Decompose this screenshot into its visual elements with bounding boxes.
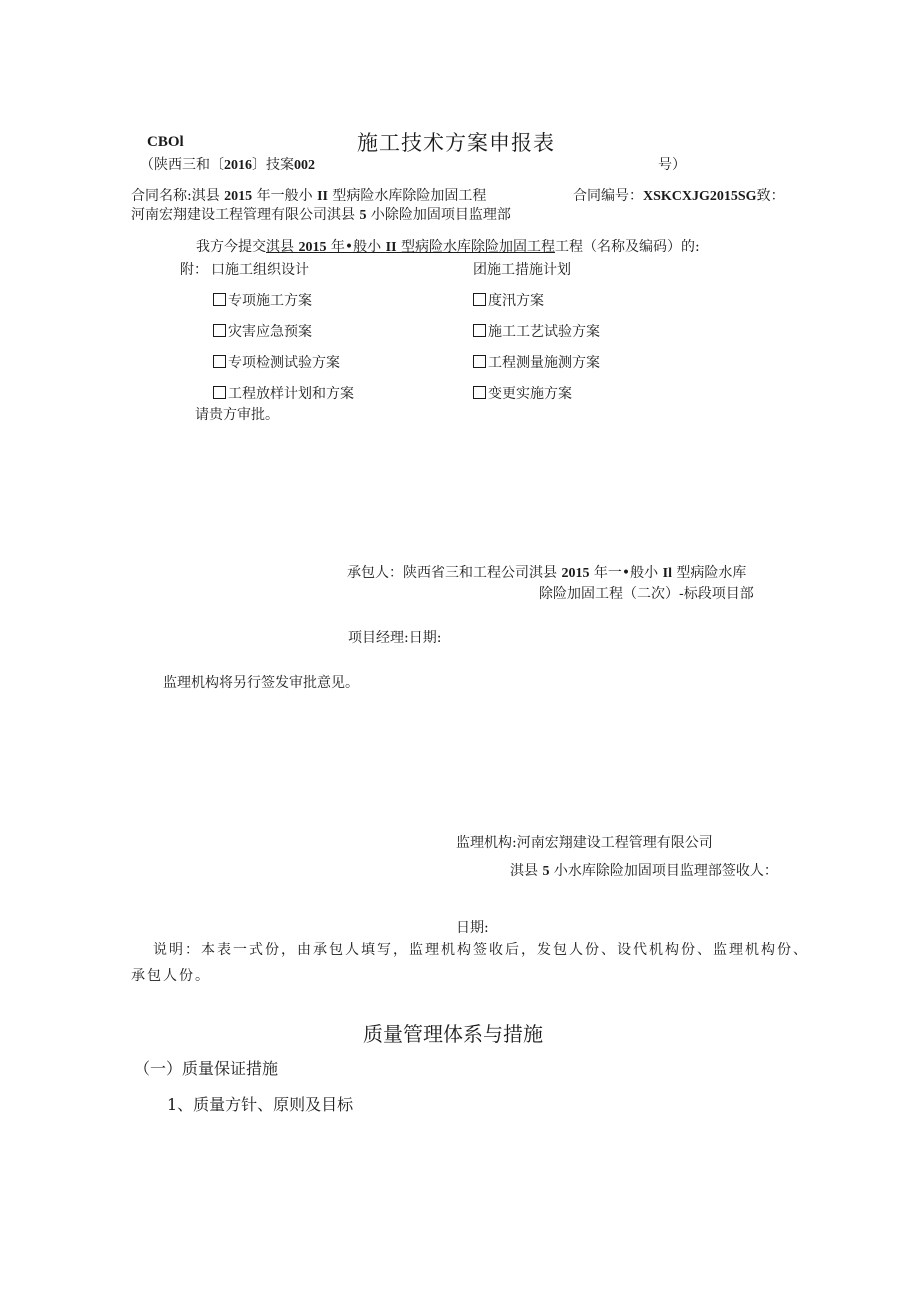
- doc-number-suffix: 号）: [658, 157, 686, 173]
- note-line-1: 说明：本表一式份，由承包人填写，监理机构签收后，发包人份、设代机构份、监理机构份、: [153, 942, 809, 958]
- contractor-pre: 陕西省三和工程公司淇县: [403, 565, 562, 581]
- contractor: [347, 565, 746, 583]
- supervisor-line2: [510, 863, 778, 881]
- checkbox-icon: [213, 355, 226, 368]
- to-org-num: 5: [359, 208, 367, 223]
- option-process-test[interactable]: [473, 324, 600, 341]
- doc-number-num: 002: [294, 158, 315, 173]
- submit-pre: 我方今提交: [196, 239, 266, 255]
- date-2: 日期:: [456, 920, 489, 936]
- to-org-post: 小除险加固项目监理部: [366, 207, 511, 223]
- doc-number-mid: 〕技案: [252, 157, 294, 173]
- option-special-plan[interactable]: [213, 293, 312, 310]
- submit-name-post: 型病险水库除险加固工程: [396, 239, 555, 255]
- section-title: 质量管理体系与措施: [363, 1022, 543, 1046]
- submit-post: 工程（名称及编码）的:: [554, 239, 700, 255]
- attach-label: 附：: [180, 262, 208, 278]
- option-inspection-test[interactable]: [213, 355, 340, 372]
- checkbox-icon: [213, 324, 226, 337]
- option-label: 度汛方案: [488, 293, 544, 309]
- option-label: 工程测量施测方案: [488, 355, 600, 371]
- option-survey-plan[interactable]: [473, 355, 600, 372]
- supervisor-label: 监理机构:: [456, 835, 517, 851]
- option-construction-measures[interactable]: 团施工措施计划: [473, 262, 571, 278]
- option-label: 灾害应急预案: [228, 324, 312, 340]
- to-org-pre: 河南宏翔建设工程管理有限公司淇县: [131, 207, 360, 223]
- option-layout-plan[interactable]: [213, 386, 354, 403]
- form-code: CBOl: [147, 134, 184, 150]
- contractor-type: Il: [662, 566, 672, 581]
- option-flood-plan[interactable]: [473, 293, 544, 310]
- contract-name-type: II: [317, 189, 328, 204]
- checkbox-icon: [473, 386, 486, 399]
- supervisor-line2-num: 5: [542, 864, 550, 879]
- contractor-line2: 除险加固工程（二次）-标段项目部: [539, 586, 754, 602]
- option-label: 专项检测试验方案: [228, 355, 340, 371]
- contractor-label: 承包人：: [347, 565, 403, 581]
- contract-name-year: 2015: [224, 189, 253, 204]
- checkbox-icon: [473, 293, 486, 306]
- contract-number: [573, 188, 785, 206]
- contractor-year: 2015: [561, 566, 590, 581]
- submit-type: II: [385, 240, 397, 255]
- date-label: 日期:: [408, 630, 442, 646]
- submit-project-name: [266, 239, 555, 255]
- contract-name-pre: 淇县: [191, 188, 225, 204]
- option-label: 专项施工方案: [228, 293, 312, 309]
- doc-number-prefix: （陕西三和〔: [140, 157, 224, 173]
- checkbox-icon: [213, 386, 226, 399]
- supervision-note: 监理机构将另行签发审批意见。: [163, 675, 359, 691]
- supervisor-line2-pre: 淇县: [510, 863, 543, 879]
- pm-label: 项目经理:: [348, 630, 409, 646]
- section-item: 1、质量方针、原则及目标: [167, 1095, 354, 1114]
- contract-no-label: 合同编号：: [573, 188, 643, 204]
- supervisor: [456, 835, 713, 852]
- recipient-org: [131, 207, 511, 225]
- pm-date: [348, 630, 441, 647]
- checkbox-icon: [473, 355, 486, 368]
- contract-name-label: 合同名称:: [131, 188, 192, 204]
- option-label: 变更实施方案: [488, 386, 572, 402]
- supervisor-line2-post: 小水库除险加固项目监理部签收人：: [549, 863, 778, 879]
- contract-name: [131, 188, 486, 206]
- submit-line: [196, 239, 700, 257]
- checkbox-icon: [473, 324, 486, 337]
- contractor-post: 型病险水库: [671, 565, 747, 581]
- form-title: 施工技术方案申报表: [357, 131, 555, 155]
- contractor-mid: 年一•般小: [589, 565, 663, 581]
- doc-number: [140, 157, 315, 175]
- submit-name-pre: 淇县: [266, 239, 299, 255]
- supervisor-org: 河南宏翔建设工程管理有限公司: [516, 835, 713, 851]
- to-label: 致：: [756, 188, 785, 204]
- option-label: 工程放样计划和方案: [228, 386, 354, 402]
- section-subtitle: （一）质量保证措施: [134, 1059, 279, 1078]
- contract-name-post: 型病险水库除险加固工程: [327, 188, 487, 204]
- option-change-plan[interactable]: [473, 386, 572, 403]
- submit-name-mid: 年•般小: [326, 239, 386, 255]
- doc-number-year: 2016: [224, 158, 252, 173]
- checkbox-icon: [213, 293, 226, 306]
- option-label: 施工工艺试验方案: [488, 324, 600, 340]
- option-construction-design[interactable]: 口施工组织设计: [211, 262, 309, 278]
- contract-name-mid: 年一般小: [252, 188, 318, 204]
- submit-year: 2015: [298, 240, 327, 255]
- note-line-2: 承包人份。: [131, 968, 211, 984]
- contract-no-value: XSKCXJG2015SG: [643, 189, 757, 204]
- option-disaster-plan[interactable]: [213, 324, 312, 341]
- request-text: 请贵方审批。: [195, 407, 279, 423]
